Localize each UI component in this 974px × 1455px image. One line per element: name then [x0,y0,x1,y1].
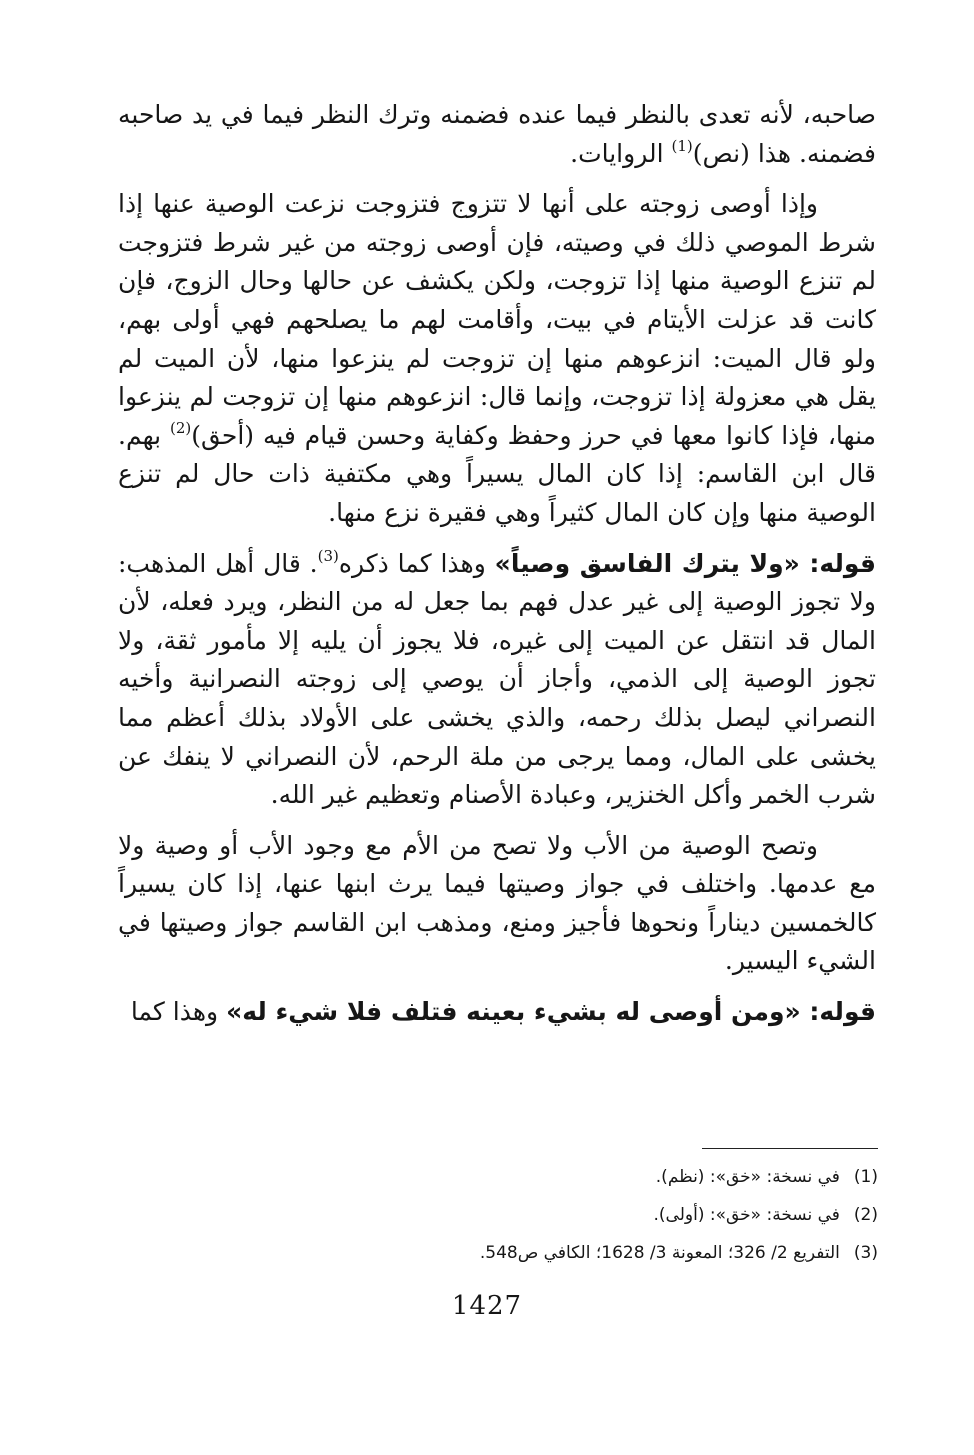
paragraph-text: وتصح الوصية من الأب ولا تصح من الأم مع وجود الأب أو وصية ولا مع عدمها. واختلف في جواز وصيتها فيما يرث ابنها عنها، إذا كان يسيراً كالخمسين ديناراً ونحوها فأجيز ومنع، ومذهب ابن القاسم جواز وصيتها في الشيء اليسير. [118,830,876,976]
quoted-heading: قوله: «ومن أوصى له بشيء بعينه فتلف فلا شيء له» [226,997,876,1027]
footnote [300,1158,878,1196]
paragraph-text: الروايات. [570,138,672,168]
footnote-number: (2) [853,1205,878,1225]
footnotes [300,1158,878,1272]
paragraph-text: وهذا كما [130,997,227,1027]
footnote-text: في نسخة: «خق»: (أولى). [653,1205,840,1225]
page-number: 1427 [451,1291,523,1321]
body-text [118,96,876,1032]
footnote-marker: (1) [671,136,693,155]
paragraph-text: وإذا أوصى زوجته على أنها لا تتزوج فتزوجت نزعت الوصية عنها إذا شرط الموصي ذلك في وصيته، فإن أوصى زوجته من غير شرط فتزوجت لم تنزع الوصية منها إذا تزوجت، ولكن يكشف عن حالها وحال الزوج، فإن كانت قد عزلت الأيتام في بيت، وأقامت لهم ما يصلحهم فهي أولى بهم، ولو قال الميت: انزعوهم منها إن تزوجت لم ينزعوا منها، لأن الميت لم يقل هي معزولة إذا تزوجت، وإنما قال: انزعوهم منها إن تزوجت لم ينزعوا منها، فإذا كانوا معها في حرز وحفظ وكفاية وحسن قيام فيه (أحق) [118,189,877,450]
footnote-text: في نسخة: «خق»: (نظم). [655,1167,840,1187]
footnote-marker: (3) [317,546,339,565]
footnote-marker: (2) [170,418,192,437]
paragraph [118,993,876,1032]
paragraph [118,96,876,173]
paragraph [118,827,876,981]
paragraph-text: . قال أهل المذهب: ولا تجوز الوصية إلى غير عدل فهم بما جعل له من النظر، ويرد فعله، لأن المال قد انتقل عن الميت إلى غيره، فلا يجوز أن يليه إلا مأمور ثقة، ولا تجوز الوصية إلى الذمي، وأجاز أن يوصي إلى زوجته النصرانية وأخيه النصراني ليصل بذلك رحمه، والذي يخشى على الأولاد بذلك أعظم مما يخشى على المال، ومما يرجى من ملة الرحم، لأن النصراني لا ينفك عن شرب الخمر وأكل الخنزير، وعبادة الأصنام وتعظيم غير الله. [118,548,876,810]
paragraph [118,545,876,815]
paragraph-text: بهم. قال ابن القاسم: إذا كان المال يسيراً وهي مكتفية ذات حال لم تنزع الوصية منها وإن كان المال كثيراً وهي فقيرة نزع منها. [118,420,876,527]
paragraph-text: وهذا كما ذكره [338,548,495,578]
footnote [300,1234,878,1272]
footnote-number: (1) [853,1167,878,1187]
quoted-heading: قوله: «ولا يترك الفاسق وصياً» [494,548,876,578]
footnote-separator [702,1148,878,1149]
footnote-text: التفريع 2/ 326؛ المعونة 3/ 1628؛ الكافي ص548. [479,1243,840,1263]
paragraph-text: صاحبه، لأنه تعدى بالنظر فيما عنده فضمنه وترك النظر فيما في يد صاحبه فضمنه. هذا (نص) [118,100,876,168]
footnote [300,1196,878,1234]
paragraph [118,185,876,532]
footnote-number: (3) [853,1243,878,1263]
